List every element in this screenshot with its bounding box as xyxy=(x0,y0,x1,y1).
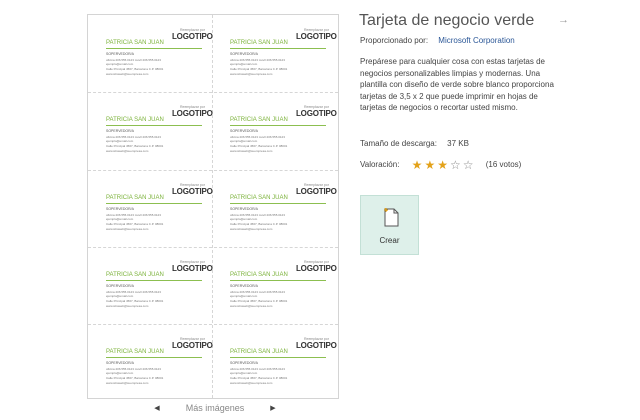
star-filled-icon[interactable]: ★ xyxy=(411,158,423,172)
card-name: PATRICIA SAN JUAN xyxy=(230,195,288,201)
card-address: Calle Principal 4567, Barcelona C.P. 08001 xyxy=(106,376,164,380)
card-name: PATRICIA SAN JUAN xyxy=(230,117,288,123)
card-email: ejemplo@email.com xyxy=(106,62,134,66)
business-card xyxy=(212,15,337,85)
template-description: Prepárese para cualquier cosa con estas tarjetas de negocios personalizables limpias y modernas. Una plantilla con diseño de verde sobre blanco proporciona tarjetas de 3,5 x 2 que puede imprimir en hojas de tarjetas de negocios o recortar usted mismo. xyxy=(360,57,554,113)
card-name: PATRICIA SAN JUAN xyxy=(106,40,164,46)
logo-caption: Reemplazar por xyxy=(180,105,205,109)
card-job-title: SOPERVEDOR/A xyxy=(106,284,134,288)
card-web: www.sitioweb@suempresa.com xyxy=(230,304,273,308)
card-email: ejemplo@email.com xyxy=(106,139,134,143)
card-address: Calle Principal 4567, Barcelona C.P. 08001 xyxy=(106,67,164,71)
card-email: ejemplo@email.com xyxy=(230,371,258,375)
rating-row xyxy=(360,158,521,172)
star-empty-icon[interactable]: ☆ xyxy=(462,158,474,172)
logo-caption: Reemplazar por xyxy=(180,260,205,264)
download-size-label: Tamaño de descarga: xyxy=(360,139,437,148)
business-card xyxy=(88,92,213,162)
logo-caption: Reemplazar por xyxy=(304,183,329,187)
logo-caption: Reemplazar por xyxy=(304,28,329,32)
card-divider xyxy=(230,280,326,281)
business-card xyxy=(212,92,337,162)
card-phone: oficina 206.555.0123 móvil 206.555.0123 xyxy=(106,135,161,139)
logo-caption: Reemplazar por xyxy=(304,337,329,341)
card-email: ejemplo@email.com xyxy=(106,217,134,221)
card-web: www.sitioweb@suempresa.com xyxy=(230,149,273,153)
logo-caption: Reemplazar por xyxy=(304,260,329,264)
card-phone: oficina 206.555.0123 móvil 206.555.0123 xyxy=(106,367,161,371)
card-address: Calle Principal 4567, Barcelona C.P. 08001 xyxy=(230,299,288,303)
card-job-title: SOPERVEDOR/A xyxy=(106,129,134,133)
provider-link[interactable]: Microsoft Corporation xyxy=(438,36,515,45)
card-divider xyxy=(106,203,202,204)
business-card xyxy=(212,247,337,317)
card-email: ejemplo@email.com xyxy=(106,294,134,298)
rating-stars xyxy=(412,158,476,172)
card-divider xyxy=(230,125,326,126)
card-name: PATRICIA SAN JUAN xyxy=(230,40,288,46)
rating-label: Valoración: xyxy=(360,160,400,169)
logo-caption: Reemplazar por xyxy=(180,28,205,32)
card-phone: oficina 206.555.0123 móvil 206.555.0123 xyxy=(106,213,161,217)
card-job-title: SOPERVEDOR/A xyxy=(230,52,258,56)
card-web: www.sitioweb@suempresa.com xyxy=(106,149,149,153)
card-phone: oficina 206.555.0123 móvil 206.555.0123 xyxy=(230,58,285,62)
rating-votes: (16 votos) xyxy=(485,160,522,169)
card-web: www.sitioweb@suempresa.com xyxy=(106,227,149,231)
card-name: PATRICIA SAN JUAN xyxy=(106,272,164,278)
download-size-value: 37 KB xyxy=(447,139,469,148)
card-phone: oficina 206.555.0123 móvil 206.555.0123 xyxy=(230,367,285,371)
card-address: Calle Principal 4567, Barcelona C.P. 08001 xyxy=(230,222,288,226)
card-web: www.sitioweb@suempresa.com xyxy=(230,381,273,385)
card-job-title: SOPERVEDOR/A xyxy=(230,284,258,288)
card-divider xyxy=(106,125,202,126)
card-logo: LOGOTIPO xyxy=(172,264,213,273)
card-web: www.sitioweb@suempresa.com xyxy=(230,72,273,76)
business-card xyxy=(212,324,337,394)
logo-caption: Reemplazar por xyxy=(180,337,205,341)
create-button[interactable] xyxy=(360,195,419,255)
card-divider xyxy=(106,280,202,281)
card-job-title: SOPERVEDOR/A xyxy=(230,129,258,133)
business-card xyxy=(212,170,337,240)
card-logo: LOGOTIPO xyxy=(296,187,337,196)
card-address: Calle Principal 4567, Barcelona C.P. 08001 xyxy=(106,222,164,226)
image-pager xyxy=(150,400,280,416)
card-email: ejemplo@email.com xyxy=(230,217,258,221)
more-images-label: Más imágenes xyxy=(185,403,245,413)
card-web: www.sitioweb@suempresa.com xyxy=(106,72,149,76)
card-email: ejemplo@email.com xyxy=(230,139,258,143)
pin-icon[interactable]: → xyxy=(558,14,569,26)
card-job-title: SOPERVEDOR/A xyxy=(106,52,134,56)
card-name: PATRICIA SAN JUAN xyxy=(106,195,164,201)
card-address: Calle Principal 4567, Barcelona C.P. 08001 xyxy=(106,144,164,148)
card-address: Calle Principal 4567, Barcelona C.P. 08001 xyxy=(230,144,288,148)
star-filled-icon[interactable]: ★ xyxy=(424,158,436,172)
card-phone: oficina 206.555.0123 móvil 206.555.0123 xyxy=(106,290,161,294)
card-logo: LOGOTIPO xyxy=(296,32,337,41)
card-name: PATRICIA SAN JUAN xyxy=(230,349,288,355)
card-web: www.sitioweb@suempresa.com xyxy=(106,381,149,385)
card-job-title: SOPERVEDOR/A xyxy=(230,361,258,365)
card-job-title: SOPERVEDOR/A xyxy=(106,361,134,365)
card-phone: oficina 206.555.0123 móvil 206.555.0123 xyxy=(230,135,285,139)
card-email: ejemplo@email.com xyxy=(230,62,258,66)
star-empty-icon[interactable]: ☆ xyxy=(449,158,461,172)
card-address: Calle Principal 4567, Barcelona C.P. 08001 xyxy=(230,67,288,71)
card-divider xyxy=(230,203,326,204)
card-web: www.sitioweb@suempresa.com xyxy=(106,304,149,308)
card-job-title: SOPERVEDOR/A xyxy=(106,207,134,211)
card-email: ejemplo@email.com xyxy=(230,294,258,298)
card-divider xyxy=(230,357,326,358)
card-phone: oficina 206.555.0123 móvil 206.555.0123 xyxy=(230,290,285,294)
provider-row xyxy=(360,36,515,45)
card-logo: LOGOTIPO xyxy=(296,341,337,350)
card-divider xyxy=(106,48,202,49)
card-job-title: SOPERVEDOR/A xyxy=(230,207,258,211)
logo-caption: Reemplazar por xyxy=(180,183,205,187)
chevron-right-icon[interactable]: ▶ xyxy=(270,405,276,412)
chevron-left-icon[interactable]: ◀ xyxy=(154,405,160,412)
star-filled-icon[interactable]: ★ xyxy=(437,158,448,172)
card-name: PATRICIA SAN JUAN xyxy=(106,349,164,355)
provider-label: Proporcionado por: xyxy=(360,36,429,45)
logo-caption: Reemplazar por xyxy=(304,105,329,109)
business-card xyxy=(88,247,213,317)
card-logo: LOGOTIPO xyxy=(172,187,213,196)
business-card xyxy=(88,170,213,240)
business-card xyxy=(88,15,213,85)
card-address: Calle Principal 4567, Barcelona C.P. 08001 xyxy=(106,299,164,303)
download-size-row xyxy=(360,139,469,148)
card-email: ejemplo@email.com xyxy=(106,371,134,375)
card-web: www.sitioweb@suempresa.com xyxy=(230,227,273,231)
new-document-icon xyxy=(384,208,399,227)
card-logo: LOGOTIPO xyxy=(172,109,213,118)
card-logo: LOGOTIPO xyxy=(172,341,213,350)
card-logo: LOGOTIPO xyxy=(172,32,213,41)
card-address: Calle Principal 4567, Barcelona C.P. 08001 xyxy=(230,376,288,380)
card-name: PATRICIA SAN JUAN xyxy=(106,117,164,123)
create-button-label: Crear xyxy=(379,236,400,245)
business-card xyxy=(88,324,213,394)
card-phone: oficina 206.555.0123 móvil 206.555.0123 xyxy=(230,213,285,217)
template-title: Tarjeta de negocio verde xyxy=(359,12,535,29)
template-preview xyxy=(87,14,339,399)
card-divider xyxy=(230,48,326,49)
card-phone: oficina 206.555.0123 móvil 206.555.0123 xyxy=(106,58,161,62)
card-name: PATRICIA SAN JUAN xyxy=(230,272,288,278)
card-logo: LOGOTIPO xyxy=(296,109,337,118)
card-divider xyxy=(106,357,202,358)
card-logo: LOGOTIPO xyxy=(296,264,337,273)
